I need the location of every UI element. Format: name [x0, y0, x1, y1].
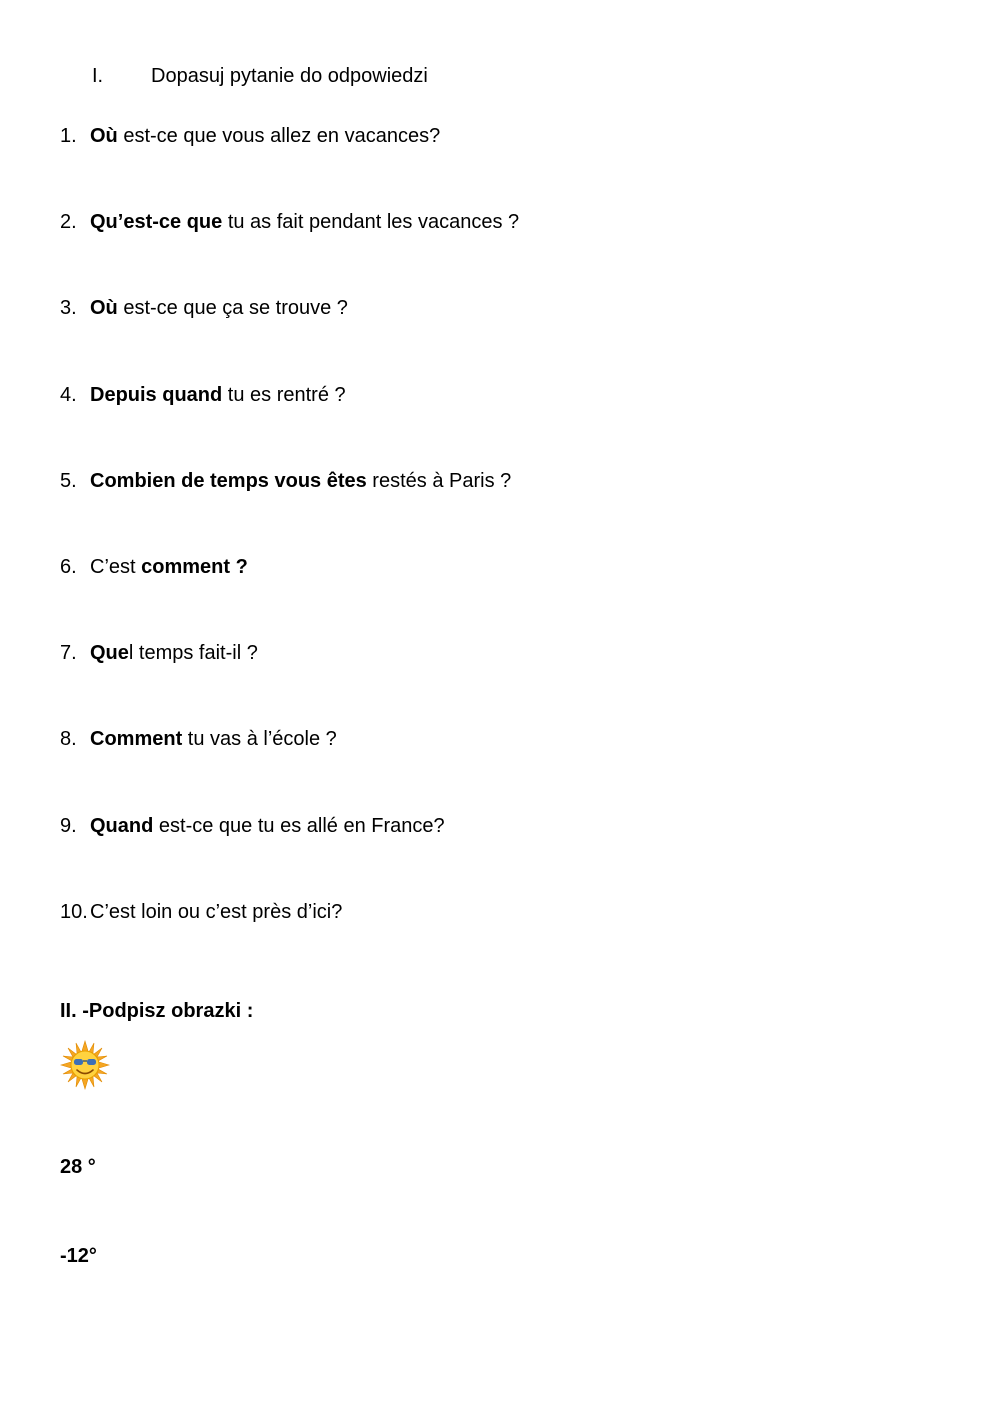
sun-with-sunglasses-icon	[60, 1040, 110, 1090]
question-number: 2.	[60, 211, 77, 234]
question-item	[60, 725, 519, 811]
question-text: C’est	[90, 555, 142, 578]
question-number: 9.	[60, 814, 77, 837]
section-1-numeral: I.	[92, 65, 104, 87]
question-item	[60, 553, 519, 639]
question-bold-part: Où	[90, 125, 118, 147]
question-text: tu es rentré ?	[222, 383, 346, 406]
question-item	[60, 467, 519, 553]
question-text: C’est loin ou c’est près d’ici?	[90, 900, 343, 923]
question-number: 6.	[60, 555, 77, 578]
question-item	[60, 381, 519, 467]
question-number: 5.	[60, 469, 77, 492]
question-number: 1.	[60, 125, 77, 147]
question-number: 7.	[60, 642, 77, 665]
question-text: tu as fait pendant les vacances ?	[222, 211, 520, 234]
question-number: 10.	[60, 900, 88, 923]
question-item	[60, 898, 519, 984]
question-bold-part: Depuis quand	[90, 383, 223, 406]
question-list	[60, 122, 519, 984]
question-text: est-ce que tu es allé en France?	[153, 814, 445, 837]
question-item	[60, 122, 519, 208]
question-bold-part: Quand	[90, 814, 154, 837]
question-number: 8.	[60, 728, 77, 751]
question-item	[60, 294, 519, 380]
temperature-label: 28 °	[60, 1156, 96, 1178]
section-2-heading: II. -Podpisz obrazki :	[60, 1000, 254, 1022]
question-bold-part: Combien de temps vous êtes	[90, 469, 367, 492]
question-bold-part: Que	[90, 642, 129, 665]
section-1-title: Dopasuj pytanie do odpowiedzi	[151, 65, 428, 87]
question-bold-suffix: comment ?	[141, 555, 248, 578]
question-number: 4.	[60, 383, 77, 406]
question-bold-part: Qu’est-ce que	[90, 211, 223, 234]
question-bold-part: Comment	[90, 728, 183, 751]
question-text: est-ce que ça se trouve ?	[117, 297, 348, 320]
question-text: tu vas à l’école ?	[182, 728, 337, 751]
question-item	[60, 639, 519, 725]
question-number: 3.	[60, 297, 77, 320]
question-text: restés à Paris ?	[366, 469, 512, 492]
question-item	[60, 812, 519, 898]
question-text: l temps fait-il ?	[128, 642, 258, 665]
question-item	[60, 208, 519, 294]
section-1-heading	[92, 62, 428, 90]
question-text: est-ce que vous allez en vacances?	[117, 125, 441, 147]
question-bold-part: Où	[90, 297, 118, 320]
temperature-label: -12°	[60, 1245, 97, 1267]
